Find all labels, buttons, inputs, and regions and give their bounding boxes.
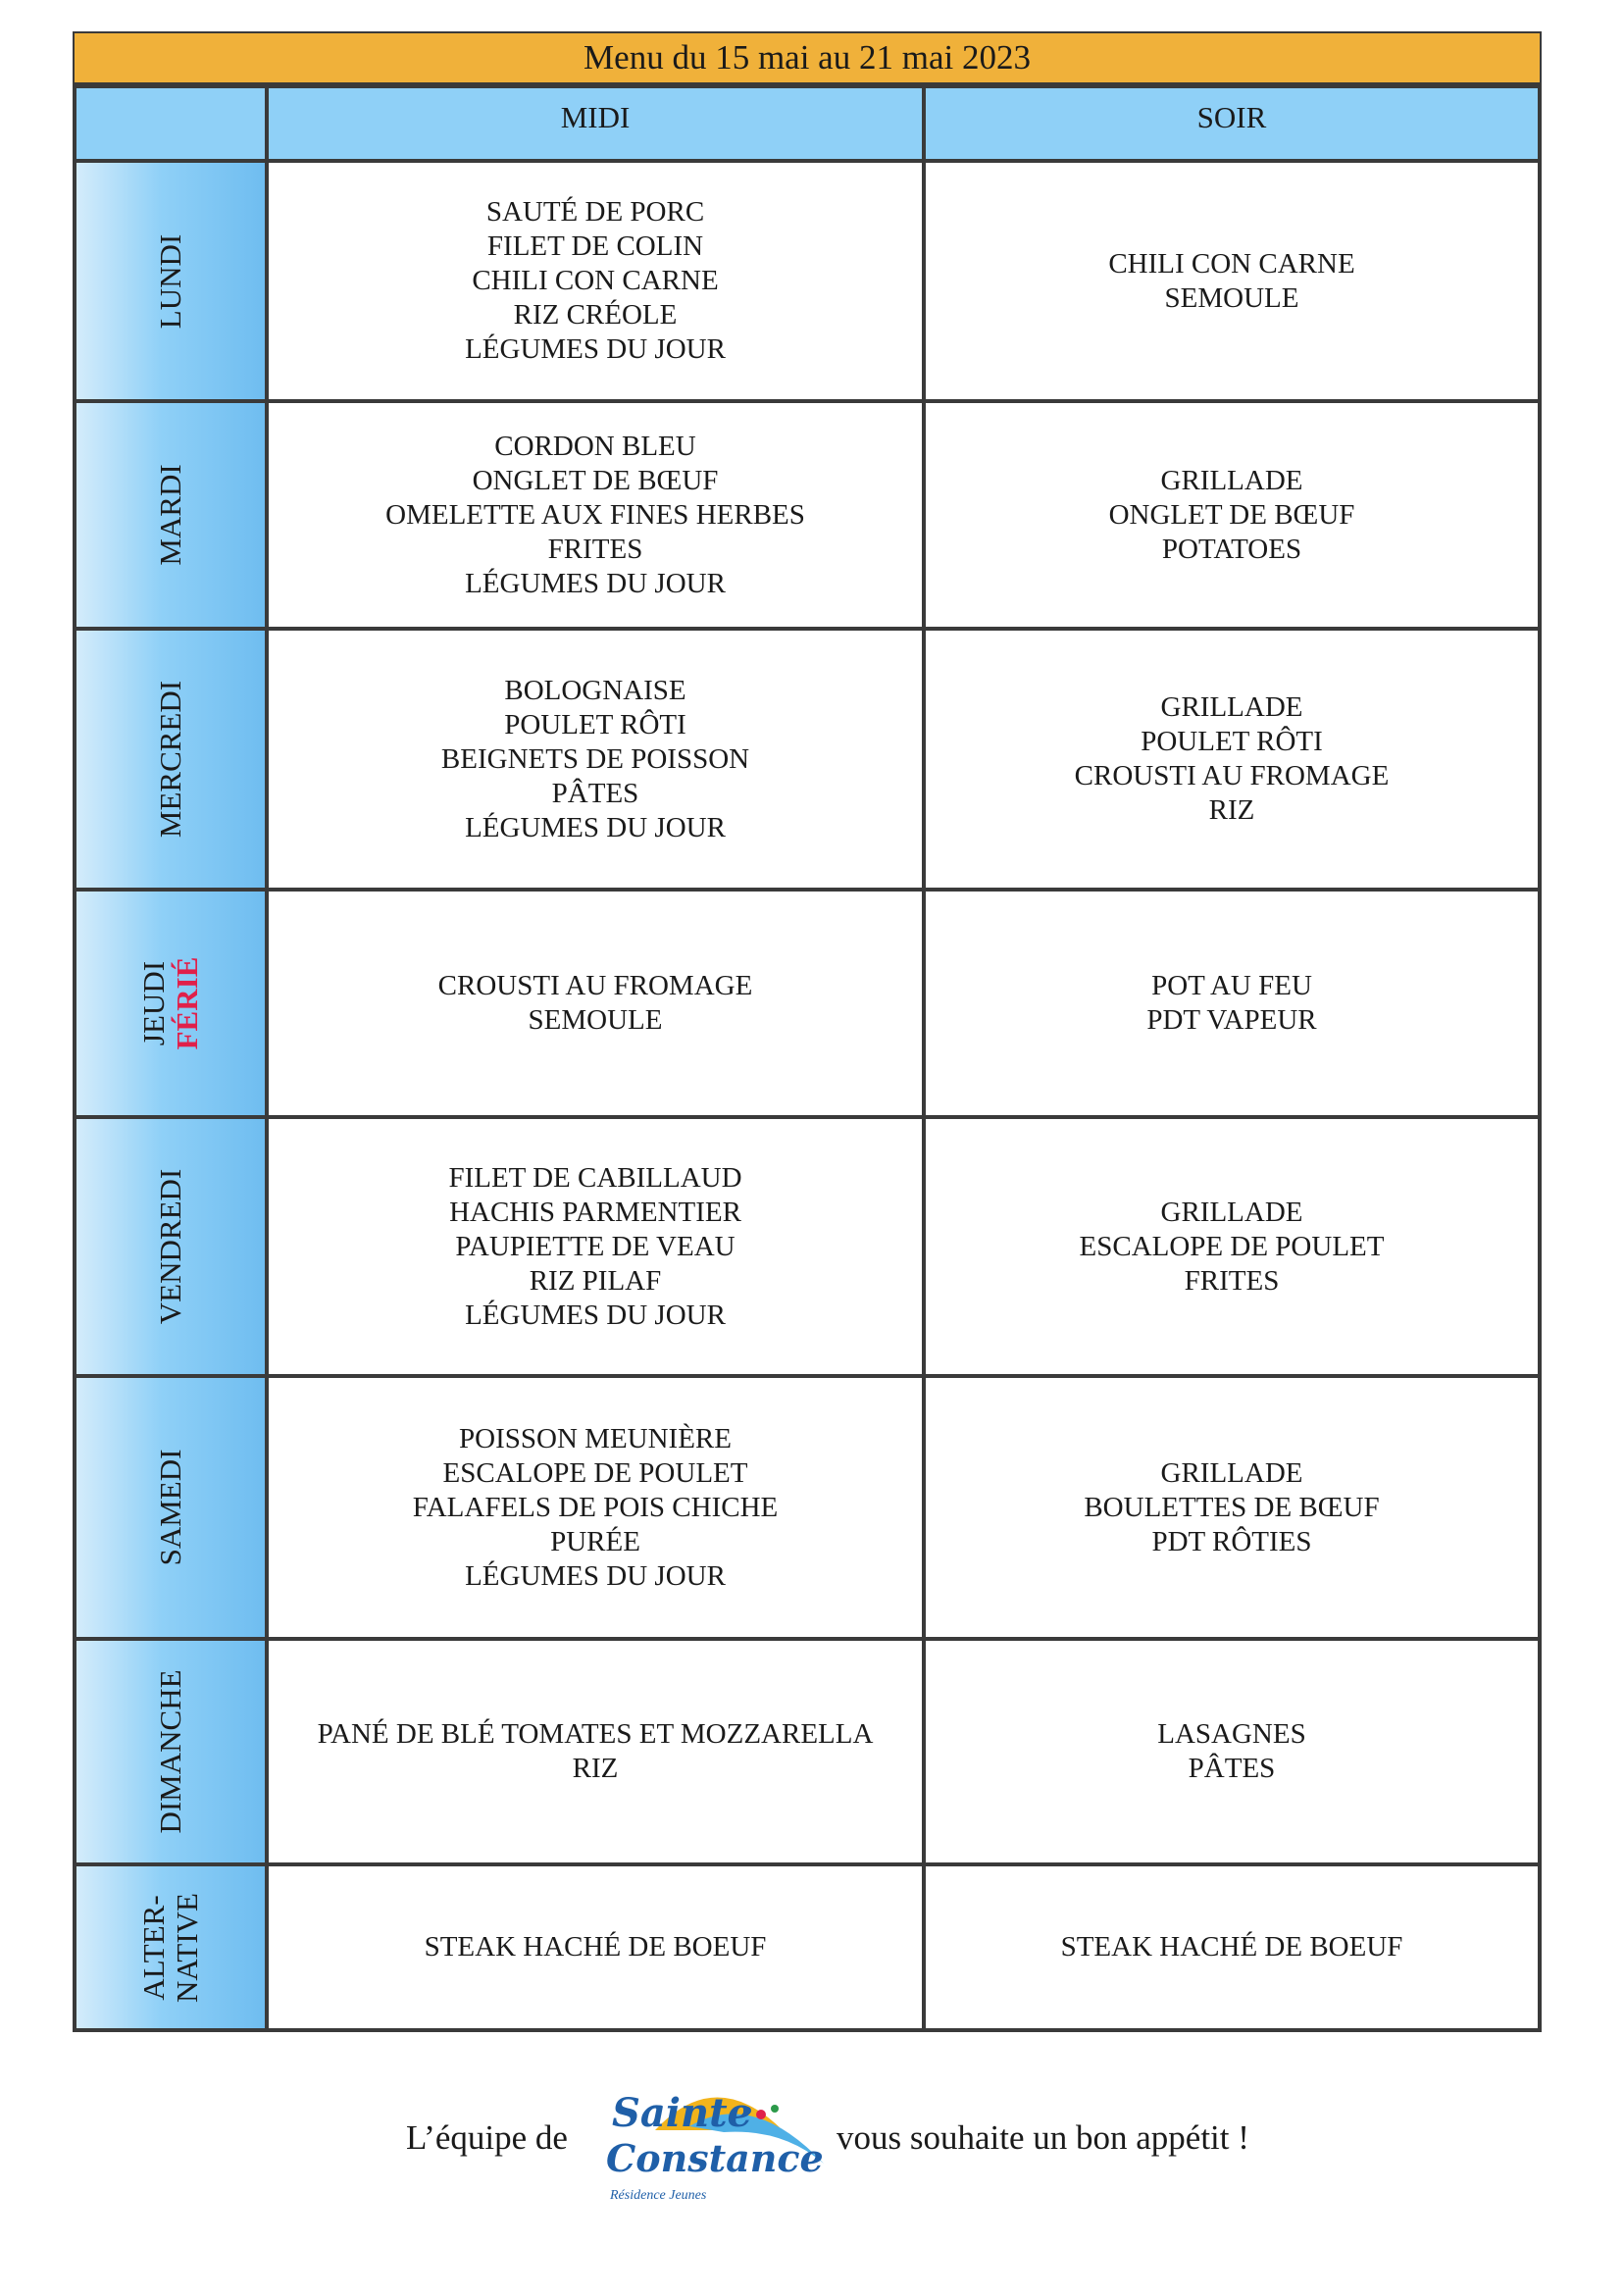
day-name: DIMANCHE [153,1669,187,1834]
day-label [137,957,204,1050]
day-cell [75,161,267,401]
day-label [154,1450,187,1566]
dish-item: PÂTES [1188,1753,1276,1784]
logo-line2: Constance [606,2136,824,2180]
meal-cell-soir [924,401,1540,629]
dish-item: ESCALOPE DE POULET [1079,1230,1385,1262]
footer-text-after: vous souhaite un bon appétit ! [837,2118,1249,2157]
dish-item: FRITES [1184,1264,1280,1297]
menu-row [75,1864,1540,2030]
day-name: JEUDI [136,960,171,1046]
meal-cell-soir [924,890,1540,1117]
day-name: ALTER- [136,1894,171,2001]
day-name: MERCREDI [153,680,187,839]
logo-line1: Sainte [612,2090,753,2136]
day-cell [75,1376,267,1639]
dish-item: CROUSTI AU FROMAGE [1074,760,1390,791]
header-row [75,86,1540,161]
dish-item: LÉGUMES DU JOUR [465,567,726,599]
dish-item: LÉGUMES DU JOUR [465,1559,726,1592]
day-cell [75,890,267,1117]
meal-cell-midi [267,1376,924,1639]
day-name: MARDI [153,464,187,566]
dish-item: PDT RÔTIES [1151,1525,1312,1557]
dish-item: FRITES [547,533,643,565]
dish-item: STEAK HACHÉ DE BOEUF [1060,1931,1403,1963]
dish-item: RIZ CRÉOLE [513,299,678,331]
meal-cell-soir [924,1117,1540,1376]
dish-item: CROUSTI AU FROMAGE [437,970,753,1001]
menu-row [75,401,1540,629]
meal-cell-midi [267,1864,924,2030]
meal-cell-soir [924,629,1540,890]
day-cell [75,1117,267,1376]
dish-item: PÂTES [551,777,639,809]
dish-item: SEMOULE [1164,281,1299,314]
dish-item: CHILI CON CARNE [472,265,719,296]
dish-item: POISSON MEUNIÈRE [459,1422,732,1454]
day-label [154,464,187,565]
dish-item: SAUTÉ DE PORC [485,196,705,228]
column-header-soir: SOIR [924,86,1540,161]
menu-body [75,161,1540,2030]
meal-cell-midi [267,1639,924,1864]
dish-item: POULET RÔTI [1141,726,1323,757]
meal-cell-soir [924,161,1540,401]
dish-item: BEIGNETS DE POISSON [440,742,750,775]
menu-row [75,890,1540,1117]
day-name: VENDREDI [153,1168,187,1325]
sainte-constance-logo [596,2069,837,2217]
dish-item: LÉGUMES DU JOUR [465,811,726,843]
dish-item: PAUPIETTE DE VEAU [455,1230,736,1262]
meal-cell-midi [267,161,924,401]
dish-item: PURÉE [550,1525,640,1557]
dish-item: LASAGNES [1157,1718,1306,1750]
meal-cell-midi [267,401,924,629]
dish-item: RIZ [572,1753,619,1784]
meal-cell-midi [267,890,924,1117]
day-cell [75,1639,267,1864]
menu-row [75,1639,1540,1864]
dish-item: POT AU FEU [1151,970,1312,1001]
dish-item: STEAK HACHÉ DE BOEUF [424,1931,767,1963]
dish-item: LÉGUMES DU JOUR [465,333,726,365]
day-label [154,1669,187,1833]
dish-item: FILET DE CABILLAUD [448,1161,742,1194]
dish-item: HACHIS PARMENTIER [449,1196,741,1228]
menu-title: Menu du 15 mai au 21 mai 2023 [73,31,1542,84]
meal-cell-midi [267,629,924,890]
day-cell [75,1864,267,2030]
dish-item: PDT VAPEUR [1146,1004,1317,1036]
dish-item: POTATOES [1161,533,1302,565]
footer [0,2069,1624,2217]
dish-item: GRILLADE [1160,691,1303,723]
dish-item: GRILLADE [1160,464,1303,496]
dish-item: FALAFELS DE POIS CHICHE [412,1491,779,1523]
menu-row [75,1376,1540,1639]
dish-item: LÉGUMES DU JOUR [465,1299,726,1331]
dish-item: RIZ [1208,794,1255,826]
dish-item: ONGLET DE BŒUF [472,464,719,496]
day-label [137,1893,204,2003]
menu-table [73,84,1542,2032]
meal-cell-soir [924,1376,1540,1639]
footer-text-before: L’équipe de [406,2118,568,2157]
day-name: NATIVE [170,1892,204,2003]
dish-item: ONGLET DE BŒUF [1108,498,1355,531]
dish-item: CORDON BLEU [494,430,696,462]
column-header-midi: MIDI [267,86,924,161]
dish-item: OMELETTE AUX FINES HERBES [385,498,805,531]
logo-sub: Résidence Jeunes [610,2188,707,2203]
day-name: LUNDI [153,233,187,329]
day-label [154,233,187,328]
holiday-badge: FÉRIÉ [170,956,204,1050]
day-label [154,681,187,838]
dish-item: BOLOGNAISE [504,674,686,706]
menu-row [75,1117,1540,1376]
day-name: SAMEDI [153,1449,187,1566]
dish-item: CHILI CON CARNE [1108,247,1355,280]
dish-item: ESCALOPE DE POULET [442,1456,748,1489]
meal-cell-soir [924,1864,1540,2030]
dish-item: BOULETTES DE BŒUF [1084,1491,1380,1523]
day-label [154,1169,187,1324]
day-cell [75,401,267,629]
menu-row [75,629,1540,890]
dish-item: FILET DE COLIN [486,230,704,262]
dish-item: RIZ PILAF [529,1264,662,1297]
dish-item: GRILLADE [1160,1456,1303,1489]
day-cell [75,629,267,890]
meal-cell-soir [924,1639,1540,1864]
dish-item: GRILLADE [1160,1196,1303,1228]
dish-item: SEMOULE [528,1004,663,1036]
dish-item: POULET RÔTI [504,708,686,740]
menu-row [75,161,1540,401]
header-corner [75,86,267,161]
dish-item: PANÉ DE BLÉ TOMATES ET MOZZARELLA [317,1718,874,1750]
meal-cell-midi [267,1117,924,1376]
